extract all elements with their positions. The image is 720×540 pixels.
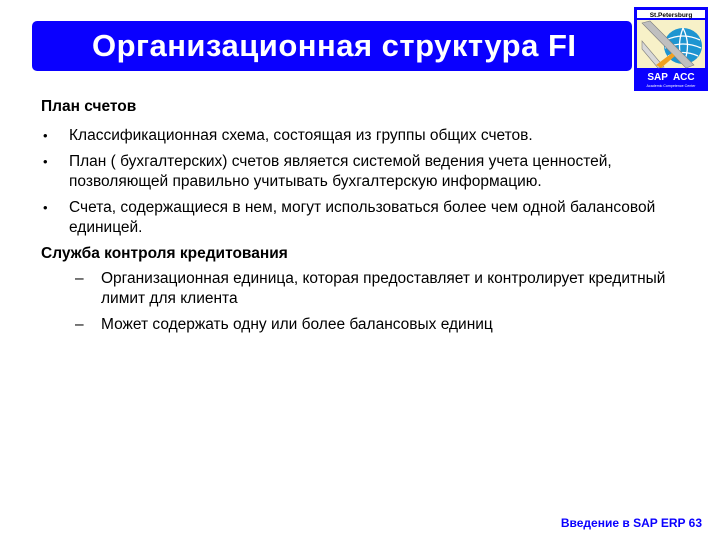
- bullet-marker: •: [43, 154, 48, 169]
- slide-footer: Введение в SAP ERP 63: [560, 516, 702, 530]
- sap-acc-logo-icon: [634, 7, 708, 91]
- dash-marker: –: [75, 316, 84, 333]
- bullet-text: Классификационная схема, состоящая из группы общих счетов.: [69, 127, 533, 144]
- bullet-item: [41, 126, 681, 146]
- dash-marker: –: [75, 270, 84, 287]
- bullet-marker: •: [43, 128, 48, 143]
- bullet-item: [41, 198, 681, 238]
- logo-brand-text: SAP ACC: [647, 72, 695, 83]
- dash-text: Может содержать одну или более балансовых единиц: [101, 316, 493, 333]
- bullet-marker: •: [43, 200, 48, 215]
- logo-sub-text: Academic Competence Center: [646, 84, 696, 88]
- dash-text: Организационная единица, которая предоставляет и контролирует кредитный лимит для клиента: [101, 270, 666, 307]
- slide-content: [41, 97, 681, 341]
- section-heading-credit-control: Служба контроля кредитования: [41, 245, 288, 262]
- logo-top-text: St.Petersburg: [649, 12, 693, 19]
- section-heading-chart-of-accounts: План счетов: [41, 98, 137, 115]
- dash-item: [41, 269, 681, 309]
- bullet-text: План ( бухгалтерских) счетов является системой ведения учета ценностей, позволяющей правильно учитывать бухгалтерскую информацию.: [69, 153, 612, 190]
- slide-title: Организационная структура FI: [92, 28, 577, 63]
- bullet-text: Счета, содержащиеся в нем, могут использоваться более чем одной балансовой единицей.: [69, 199, 656, 236]
- dash-item: [41, 315, 681, 335]
- bullet-item: [41, 152, 681, 192]
